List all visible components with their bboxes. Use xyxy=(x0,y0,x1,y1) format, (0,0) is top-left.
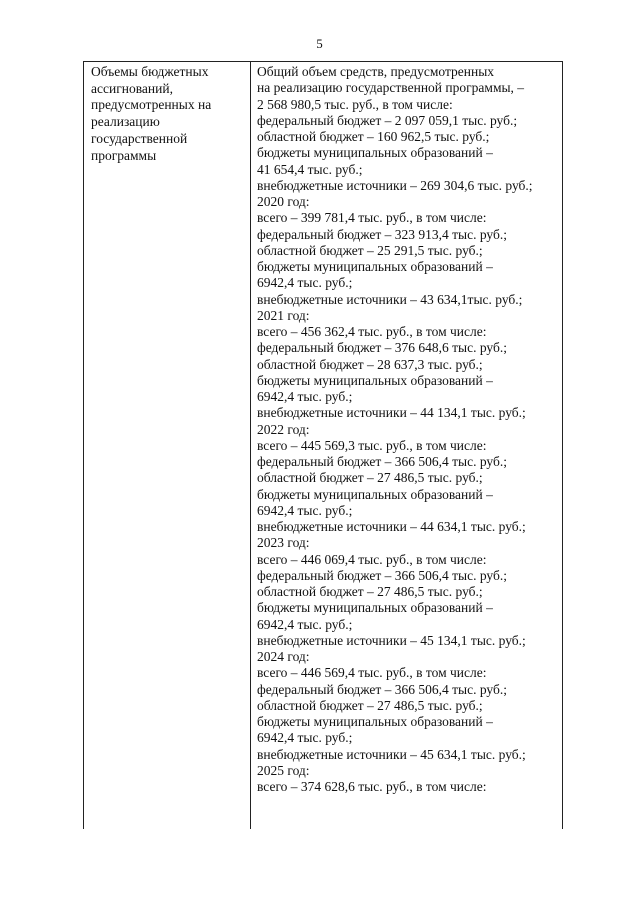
content-line: бюджеты муниципальных образований – xyxy=(257,259,493,274)
content-line: 2025 год: xyxy=(257,762,310,778)
content-line: внебюджетные источники – 45 134,1 тыс. руб.; xyxy=(257,632,526,648)
content-line: всего – 445 569,3 тыс. руб., в том числе: xyxy=(257,437,487,453)
content-line: 6942,4 тыс. руб.; xyxy=(257,616,353,632)
content-line: бюджеты муниципальных образований – xyxy=(257,486,493,502)
content-line: бюджеты муниципальных образований – xyxy=(257,145,493,161)
content-line: федеральный бюджет – 366 506,4 тыс. руб.; xyxy=(257,454,507,469)
content-line: бюджеты муниципальных образований – xyxy=(257,600,493,616)
content-line: федеральный бюджет – 2 097 059,1 тыс. руб.; xyxy=(257,112,518,128)
content-line: внебюджетные источники – 44 134,1 тыс. руб.; xyxy=(257,405,526,421)
content-line: 6942,4 тыс. руб.; xyxy=(257,730,353,746)
budget-allocations-table xyxy=(83,61,563,829)
content-line: федеральный бюджет – 366 506,4 тыс. руб.; xyxy=(257,681,507,697)
content-line: на реализацию государственной программы, – xyxy=(257,80,525,96)
page-number: 5 xyxy=(316,36,323,51)
label-line: Объемы бюджетных xyxy=(91,64,209,79)
allocation-content-cell xyxy=(257,64,561,795)
content-line: внебюджетные источники – 269 304,6 тыс. руб.; xyxy=(257,177,533,193)
content-line: Общий объем средств, предусмотренных xyxy=(257,64,495,79)
content-line: 6942,4 тыс. руб.; xyxy=(257,389,353,404)
label-line: реализацию xyxy=(91,114,160,130)
content-line: 2 568 980,5 тыс. руб., в том числе: xyxy=(257,96,453,112)
content-line: 2022 год: xyxy=(257,421,310,437)
label-line: государственной xyxy=(91,130,188,146)
content-line: 6942,4 тыс. руб.; xyxy=(257,502,353,518)
content-line: 6942,4 тыс. руб.; xyxy=(257,275,353,291)
content-line: бюджеты муниципальных образований – xyxy=(257,372,493,388)
column-divider xyxy=(250,62,251,829)
content-line: областной бюджет – 25 291,5 тыс. руб.; xyxy=(257,242,483,258)
content-line: всего – 456 362,4 тыс. руб., в том числе: xyxy=(257,324,487,339)
content-line: 2020 год: xyxy=(257,194,310,209)
content-line: областной бюджет – 160 962,5 тыс. руб.; xyxy=(257,129,490,144)
label-line: программы xyxy=(91,147,157,163)
content-line: внебюджетные источники – 43 634,1тыс. руб.; xyxy=(257,291,523,307)
content-line: федеральный бюджет – 323 913,4 тыс. руб.; xyxy=(257,226,507,242)
content-line: областной бюджет – 27 486,5 тыс. руб.; xyxy=(257,697,483,713)
content-line: внебюджетные источники – 45 634,1 тыс. руб.; xyxy=(257,746,526,762)
content-line: 41 654,4 тыс. руб.; xyxy=(257,161,363,177)
allocation-label-cell xyxy=(91,64,247,164)
content-line: федеральный бюджет – 376 648,6 тыс. руб.; xyxy=(257,340,507,356)
content-line: областной бюджет – 27 486,5 тыс. руб.; xyxy=(257,584,483,599)
content-line: бюджеты муниципальных образований – xyxy=(257,714,493,729)
label-line: ассигнований, xyxy=(91,80,173,96)
content-line: внебюджетные источники – 44 634,1 тыс. руб.; xyxy=(257,519,526,534)
label-line: предусмотренных на xyxy=(91,97,212,113)
content-line: областной бюджет – 27 486,5 тыс. руб.; xyxy=(257,470,483,486)
content-line: 2021 год: xyxy=(257,307,310,323)
content-line: 2024 год: xyxy=(257,649,310,664)
content-line: всего – 446 069,4 тыс. руб., в том числе: xyxy=(257,551,487,567)
content-line: областной бюджет – 28 637,3 тыс. руб.; xyxy=(257,356,483,372)
content-line: всего – 374 628,6 тыс. руб., в том числе: xyxy=(257,779,487,794)
content-line: всего – 446 569,4 тыс. руб., в том числе: xyxy=(257,665,487,681)
content-line: всего – 399 781,4 тыс. руб., в том числе: xyxy=(257,210,487,226)
content-line: федеральный бюджет – 366 506,4 тыс. руб.; xyxy=(257,567,507,583)
content-line: 2023 год: xyxy=(257,535,310,551)
